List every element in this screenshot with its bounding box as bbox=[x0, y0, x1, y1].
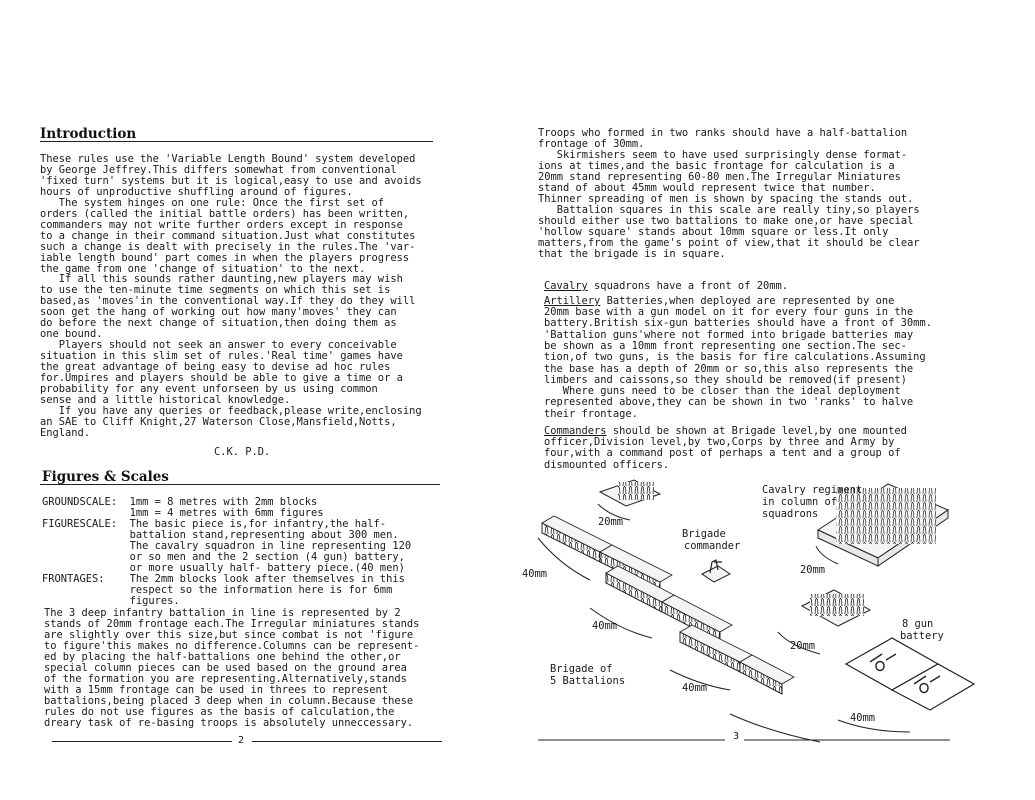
cavalry-regiment-block bbox=[818, 484, 948, 566]
intro-line: England. bbox=[40, 426, 91, 439]
troops-line: 20mm stand representing 60-80 men.The Irregular Miniatures bbox=[538, 171, 901, 183]
intro-line: 'fixed turn' systems but it is logical,easy to use and avoids bbox=[40, 174, 422, 187]
footer-rule-right bbox=[252, 741, 442, 742]
cavalry-regiment-label-3: squadrons bbox=[762, 508, 819, 520]
paragraph-line: stands of 20mm frontage each.The Irregular miniatures stands bbox=[44, 618, 420, 630]
measure-20mm-cavalry: 20mm bbox=[800, 564, 826, 576]
cavalry-squadron-block bbox=[802, 590, 870, 626]
artillery-text: Batteries,when deployed are represented by one bbox=[600, 295, 895, 307]
intro-line: commanders may not write further orders except in response bbox=[40, 218, 403, 231]
scale-line: FIGURESCALE: The basic piece is,for infantry,the half- bbox=[42, 517, 387, 530]
intro-line: such a change is dealt with precisely in the rules.The 'var- bbox=[40, 240, 416, 253]
intro-line: one bound. bbox=[40, 328, 103, 341]
artillery-line: 'Battalion guns'where not formed into brigade batteries may bbox=[544, 328, 914, 341]
scale-line: FRONTAGES: The 2mm blocks look after themselves in this bbox=[42, 572, 405, 585]
scale-line: 1mm = 4 metres with 6mm figures bbox=[42, 506, 324, 519]
brigade-commander-label-2: commander bbox=[684, 540, 741, 552]
figures-scales-heading: Figures & Scales bbox=[42, 469, 169, 485]
troops-line: Thinner spreading of men is shown by spacing the stands out. bbox=[538, 193, 914, 205]
intro-line: to use the ten-minute time segments on which this set is bbox=[40, 284, 391, 297]
artillery-keyword: Artillery bbox=[544, 295, 601, 307]
intro-line: hours of unproductive shuffling around of figures. bbox=[40, 185, 353, 198]
intro-line: probability for any event unforseen by us using common bbox=[40, 382, 378, 395]
intro-line: If you have any queries or feedback,please write,enclosing bbox=[40, 404, 422, 417]
page-number-right: 3 bbox=[733, 731, 740, 742]
commanders-line: dismounted officers. bbox=[544, 458, 670, 471]
paragraph-line: with a 15mm frontage can be used in threes to represent bbox=[44, 684, 389, 696]
intro-line: do before the next change of situation,then doing them as bbox=[40, 317, 397, 330]
intro-line: an SAE to Cliff Knight,27 Waterson Close,Mansfield,Notts, bbox=[40, 415, 397, 428]
brigade-battalions-label-1: Brigade of bbox=[550, 663, 613, 675]
intro-line: the game from one 'change of situation' to the next. bbox=[40, 262, 366, 275]
intro-line: based,as 'moves'in the conventional way.If they do they will bbox=[40, 295, 416, 308]
scale-line: battalion stand,representing about 300 men. bbox=[42, 528, 399, 541]
cavalry-regiment-label-2: in column of bbox=[762, 496, 838, 508]
cavalry-keyword: Cavalry bbox=[544, 280, 588, 292]
brigade-commander-label-1: Brigade bbox=[682, 528, 726, 540]
cavalry-line bbox=[544, 280, 788, 292]
measure-40mm-2: 40mm bbox=[592, 620, 618, 632]
introduction-rule bbox=[40, 141, 433, 142]
cavalry-regiment-label-1: Cavalry regiment bbox=[762, 484, 863, 496]
introduction-heading: Introduction bbox=[40, 126, 137, 142]
commanders-text: should be shown at Brigade level,by one mounted bbox=[606, 425, 907, 437]
measure-20mm-squadron: 20mm bbox=[790, 640, 816, 652]
gun-battery-label-1: 8 gun bbox=[902, 618, 934, 630]
paragraph-line: are slightly over this size,but since combat is not 'figure bbox=[44, 629, 414, 641]
scale-line: The cavalry squadron in line representing 120 bbox=[42, 539, 412, 552]
paragraph-line: to figure'this makes no difference.Columns can be represent- bbox=[44, 640, 420, 652]
troops-line: frontage of 30mm. bbox=[538, 138, 645, 150]
commanders-keyword: Commanders bbox=[544, 425, 607, 437]
page-number-left: 2 bbox=[238, 735, 245, 746]
intro-line: These rules use the 'Variable Length Bound' system developed bbox=[40, 153, 416, 165]
intro-line: by George Jeffrey.This differs somewhat from conventional bbox=[40, 163, 397, 176]
paragraph-line: ed by placing the half-battalions one behind the other,or bbox=[44, 651, 401, 663]
troops-line: stand of about 45mm would represent twice that number. bbox=[538, 182, 876, 194]
intro-line: iable length bound' part comes in when the players progress bbox=[40, 251, 410, 264]
scale-line: or more usually half- battery piece.(40 men) bbox=[42, 561, 405, 574]
intro-line: to a change in their command situation.Just what constitutes bbox=[40, 229, 416, 242]
troops-line: Skirmishers seem to have used surprisingly dense format- bbox=[538, 149, 908, 161]
paragraph-line: rules do not use figures as the basis of calculation,the bbox=[44, 706, 395, 718]
artillery-line: limbers and caissons,so they should be removed(if present) bbox=[544, 373, 907, 386]
troops-line: Battalion squares in this scale are really tiny,so players bbox=[538, 204, 920, 216]
intro-line: Players should not seek an answer to every conceivable bbox=[40, 339, 397, 352]
artillery-line: the base has a depth of 20mm or so,this also represents the bbox=[544, 362, 914, 375]
troops-line: matters,from the game's point of view,that it should be clear bbox=[538, 237, 920, 249]
commanders-line: four,with a command post of perhaps a tent and a group of bbox=[544, 447, 901, 460]
artillery-line: be shown as a 10mm front representing one section.The sec- bbox=[544, 339, 907, 352]
paragraph-line: special column pieces can be used based on the ground area bbox=[44, 662, 407, 674]
footer-rule-left bbox=[52, 741, 232, 742]
brigade-commander-piece bbox=[702, 560, 730, 582]
artillery-line: battery.British six-gun batteries should have a front of 30mm. bbox=[544, 317, 932, 330]
artillery-line: represented above,they can be shown in two 'ranks' to halve bbox=[544, 396, 914, 409]
intro-line: situation in this slim set of rules.'Real time' games have bbox=[40, 350, 403, 363]
intro-line: If all this sounds rather daunting,new players may wish bbox=[40, 273, 403, 286]
scale-line: figures. bbox=[42, 594, 180, 607]
troops-line: that the brigade is in square. bbox=[538, 248, 726, 260]
gun-battery-label-2: battery bbox=[900, 630, 944, 642]
artillery-line: 20mm base with a gun model on it for every four guns in the bbox=[544, 306, 914, 318]
troops-line: ions at times,and the basic frontage for calculation is a bbox=[538, 160, 895, 172]
artillery-line: Where guns need to be closer than the ideal deployment bbox=[544, 385, 901, 398]
artillery-line: tion,of two guns, is the basis for fire calculations.Assuming bbox=[544, 351, 926, 364]
measure-40mm-1: 40mm bbox=[522, 568, 548, 580]
brigade-battalions-label-2: 5 Battalions bbox=[550, 675, 626, 687]
scale-line: or so men and the 2 section (4 gun) battery, bbox=[42, 550, 405, 563]
intro-line: orders (called the initial battle orders) has been written, bbox=[40, 207, 410, 220]
commanders-line: officer,Division level,by two,Corps by three and Army by bbox=[544, 436, 895, 448]
intro-line: for.Umpires and players should be able to give a time or a bbox=[40, 372, 403, 384]
paragraph-line: The 3 deep infantry battalion in line is represented by 2 bbox=[44, 607, 401, 619]
paragraph-line: battalions,being placed 3 deep when in column.Because these bbox=[44, 695, 414, 707]
intro-line: The system hinges on one rule: Once the first set of bbox=[40, 196, 385, 209]
scale-line: GROUNDSCALE: 1mm = 8 metres with 2mm blocks bbox=[42, 496, 318, 508]
measure-40mm-3: 40mm bbox=[682, 682, 708, 694]
scale-line: respect so the information here is for 6mm bbox=[42, 583, 393, 596]
measure-40mm-4: 40mm bbox=[850, 712, 876, 724]
intro-line: soon get the hang of working out how many'moves' they can bbox=[40, 306, 397, 319]
figures-scales-rule bbox=[40, 484, 440, 485]
cavalry-text: squadrons have a front of 20mm. bbox=[587, 280, 788, 292]
artillery-line: their frontage. bbox=[544, 407, 638, 420]
paragraph-line: of the formation you are representing.Alternatively,stands bbox=[44, 673, 407, 685]
troops-line: should either use two battalions to make one,or have special bbox=[538, 215, 914, 227]
gun-battery-bases bbox=[846, 638, 974, 710]
signature: C.K. P.D. bbox=[214, 446, 271, 458]
infantry-stand bbox=[600, 480, 660, 506]
intro-line: sense and a little historical knowledge. bbox=[40, 393, 291, 406]
troops-line: 'hollow square' stands about 10mm square or less.It only bbox=[538, 226, 889, 238]
measure-20mm-top: 20mm bbox=[598, 516, 624, 528]
right-page bbox=[520, 0, 1035, 800]
troops-line: Troops who formed in two ranks should have a half-battalion bbox=[538, 127, 908, 139]
intro-line: the great advantage of being easy to devise ad hoc rules bbox=[40, 361, 391, 374]
paragraph-line: dreary task of re-basing troops is absolutely unneccessary. bbox=[44, 717, 414, 729]
